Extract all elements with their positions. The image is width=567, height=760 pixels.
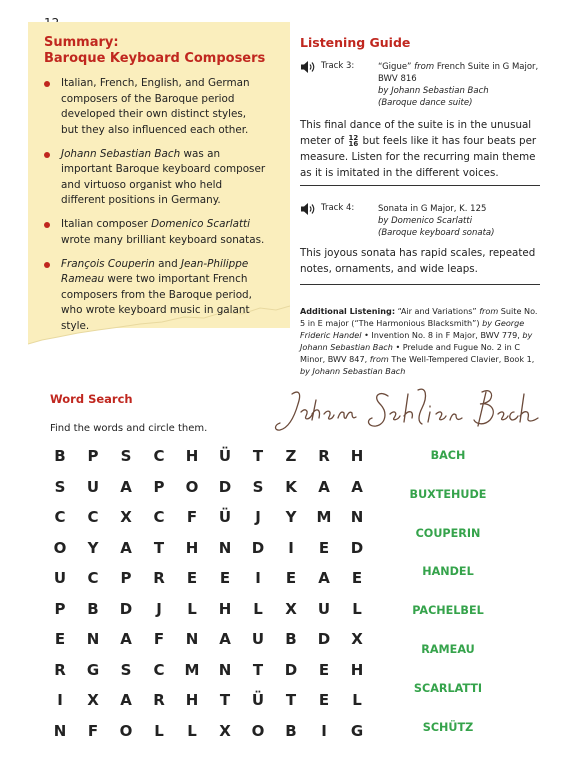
grid-letter[interactable]: E	[318, 691, 330, 709]
grid-letter[interactable]: F	[186, 508, 198, 526]
track-genre: (Baroque dance suite)	[378, 98, 473, 108]
grid-letter[interactable]: T	[153, 538, 165, 557]
summary-title	[44, 35, 274, 67]
grid-letter[interactable]: H	[218, 599, 232, 618]
track-4-description: This joyous sonata has rapid scales, repeated notes, ornaments, and wide leaps.	[300, 247, 536, 275]
word-search-instructions: Find the words and circle them.	[50, 423, 208, 434]
grid-letter[interactable]: B	[54, 447, 66, 465]
speaker-icon	[300, 202, 316, 216]
grid-letter[interactable]: I	[57, 691, 63, 709]
grid-letter[interactable]: R	[54, 660, 66, 679]
grid-letter[interactable]: G	[86, 660, 100, 679]
grid-letter[interactable]: L	[187, 721, 197, 740]
grid-letter[interactable]: N	[86, 630, 100, 648]
grid-letter[interactable]: C	[54, 508, 66, 526]
summary-title-line1: Summary:	[44, 35, 119, 50]
track-title: “Gigue” from French Suite in G Major,	[378, 62, 539, 72]
grid-letter[interactable]: C	[153, 660, 165, 679]
grid-letter[interactable]: H	[350, 447, 364, 465]
grid-letter[interactable]: E	[318, 538, 330, 557]
grid-letter[interactable]: M	[316, 508, 332, 526]
summary-text: were two important French composers from the Baroque period, who wrote keyboard music in galant style.	[61, 273, 252, 332]
grid-letter[interactable]: U	[53, 569, 67, 587]
track-3	[300, 60, 550, 110]
track-4	[300, 202, 550, 242]
bullet-icon	[44, 262, 50, 268]
grid-letter[interactable]: B	[87, 599, 99, 618]
grid-letter[interactable]: D	[119, 599, 133, 618]
summary-text: Italian, French, English, and German composers of the Baroque period developed their own distinct styles, but they also influenced each other.	[61, 77, 250, 136]
grid-letter[interactable]: P	[87, 447, 99, 465]
track-composer: by Johann Sebastian Bach	[378, 86, 489, 96]
word-list-item: RAMEAU	[421, 643, 475, 656]
grid-letter[interactable]: T	[285, 691, 297, 709]
word-list-item: HANDEL	[422, 565, 474, 579]
composer-name: Johann Sebastian Bach	[61, 147, 181, 160]
word-list-item: SCHÜTZ	[422, 720, 474, 734]
grid-letter[interactable]: C	[153, 447, 165, 465]
grid-letter[interactable]: O	[185, 477, 199, 496]
grid-letter[interactable]: D	[317, 630, 331, 648]
time-signature: 12 16	[348, 133, 359, 148]
grid-letter[interactable]: X	[120, 508, 132, 526]
grid-letter[interactable]: N	[185, 630, 199, 648]
grid-letter[interactable]: N	[218, 660, 232, 679]
grid-letter[interactable]: C	[87, 569, 99, 587]
grid-letter[interactable]: E	[351, 569, 363, 587]
grid-letter[interactable]: C	[87, 508, 99, 526]
grid-letter[interactable]: S	[120, 660, 132, 679]
grid-letter[interactable]: U	[251, 630, 265, 648]
grid-letter[interactable]: H	[185, 447, 199, 465]
grid-letter[interactable]: D	[251, 538, 265, 557]
grid-letter[interactable]: N	[218, 538, 232, 557]
grid-letter[interactable]: Y	[87, 538, 99, 557]
grid-letter[interactable]: A	[120, 691, 132, 709]
grid-letter[interactable]: B	[285, 630, 297, 648]
word-list-item: BACH	[430, 449, 466, 462]
word-search-title: Word Search	[50, 392, 133, 406]
grid-letter[interactable]: U	[86, 477, 100, 496]
composer-name: Jean-Philippe Rameau	[61, 257, 249, 285]
grid-letter[interactable]: L	[154, 721, 164, 740]
grid-letter[interactable]: S	[252, 477, 264, 496]
grid-letter[interactable]: A	[219, 630, 231, 648]
grid-letter[interactable]: A	[351, 477, 363, 496]
word-list-item: COUPERIN	[415, 526, 481, 540]
word-list-item: SCARLATTI	[413, 681, 483, 695]
grid-letter[interactable]: N	[53, 721, 67, 740]
grid-letter[interactable]: E	[219, 569, 231, 587]
grid-letter[interactable]: I	[288, 538, 294, 557]
grid-letter[interactable]: L	[352, 691, 362, 709]
grid-letter[interactable]: H	[185, 538, 199, 557]
track-composer: by Domenico Scarlatti	[378, 216, 473, 226]
grid-letter[interactable]: E	[285, 569, 297, 587]
grid-letter[interactable]: F	[153, 630, 165, 648]
speaker-icon	[300, 60, 316, 74]
summary-item	[44, 217, 266, 248]
grid-letter[interactable]: I	[255, 569, 261, 587]
grid-letter[interactable]: L	[352, 599, 362, 618]
summary-text: and	[154, 257, 181, 270]
composer-name: François Couperin	[61, 257, 155, 270]
summary-item	[44, 257, 266, 335]
track-genre: (Baroque keyboard sonata)	[378, 228, 495, 238]
grid-letter[interactable]: K	[285, 477, 297, 496]
grid-letter[interactable]: H	[350, 660, 364, 679]
grid-letter[interactable]: S	[120, 447, 132, 465]
grid-letter[interactable]: O	[251, 721, 265, 740]
summary-title-line2: Baroque Keyboard Composers	[44, 51, 266, 66]
grid-letter[interactable]: Ü	[251, 691, 265, 709]
grid-letter[interactable]: E	[186, 569, 198, 587]
bullet-icon	[44, 222, 50, 228]
grid-letter[interactable]: Y	[285, 508, 297, 526]
divider	[300, 284, 540, 285]
additional-listening: Additional Listening: “Air and Variations” from Suite No. 5 in E major (“The Harmonious Blacksmith”) by George Frideric Handel • Invention No. 8 in F Major, BWV 779, by Johann Sebastian Bach • Prelude and Fugue No. 2 in C Minor, BWV 847, from The Well-Tempered Clavier, Book 1, by Johann Sebastian Bach	[300, 306, 538, 376]
grid-letter[interactable]: Z	[285, 447, 297, 465]
composer-name: Domenico Scarlatti	[151, 218, 251, 230]
summary-item	[44, 147, 266, 209]
grid-letter[interactable]: L	[253, 599, 263, 618]
grid-letter[interactable]: O	[53, 538, 67, 557]
track-info	[378, 203, 553, 239]
word-list-item: BUXTEHUDE	[409, 487, 487, 501]
grid-letter[interactable]: F	[87, 721, 99, 740]
grid-letter[interactable]: P	[120, 569, 132, 587]
grid-letter[interactable]: Ü	[218, 447, 232, 465]
grid-letter[interactable]: E	[318, 660, 330, 679]
grid-letter[interactable]: T	[252, 660, 264, 679]
summary-item	[44, 76, 266, 138]
track-label: Track 4:	[321, 203, 355, 213]
grid-letter[interactable]: M	[184, 660, 200, 679]
track-label: Track 3:	[321, 61, 355, 71]
grid-letter[interactable]: Ü	[218, 508, 232, 526]
grid-letter[interactable]: R	[153, 691, 165, 709]
grid-letter[interactable]: U	[317, 599, 331, 618]
grid-letter[interactable]: A	[318, 569, 330, 587]
grid-letter[interactable]: A	[120, 538, 132, 557]
grid-letter[interactable]: N	[350, 508, 364, 526]
grid-letter[interactable]: P	[54, 599, 66, 618]
grid-letter[interactable]: L	[187, 599, 197, 618]
grid-letter[interactable]: A	[318, 477, 330, 496]
listening-guide-title: Listening Guide	[300, 35, 411, 50]
divider	[300, 185, 540, 186]
track-catalog: BWV 816	[378, 74, 417, 84]
grid-letter[interactable]: I	[321, 721, 327, 740]
bach-signature-image	[268, 382, 546, 440]
grid-letter[interactable]: B	[285, 721, 297, 740]
grid-letter[interactable]: G	[350, 721, 364, 740]
grid-letter[interactable]: A	[120, 477, 132, 496]
bullet-icon	[44, 81, 50, 87]
grid-letter[interactable]: A	[120, 630, 132, 648]
summary-text: was an important Baroque keyboard composer and virtuoso organist who held different positions in Germany.	[61, 147, 266, 206]
grid-letter[interactable]: O	[119, 721, 133, 740]
summary-list	[44, 76, 266, 343]
grid-letter[interactable]: T	[219, 691, 231, 709]
grid-letter[interactable]: X	[285, 599, 297, 618]
grid-letter[interactable]: X	[351, 630, 363, 648]
grid-letter[interactable]: D	[218, 477, 232, 496]
summary-text: Italian composer	[61, 218, 152, 230]
grid-letter[interactable]: D	[350, 538, 364, 557]
grid-letter[interactable]: D	[284, 660, 298, 679]
grid-letter[interactable]: S	[54, 477, 66, 496]
grid-letter[interactable]: E	[54, 630, 66, 648]
word-list-item: PACHELBEL	[412, 604, 484, 618]
grid-letter[interactable]: C	[153, 508, 165, 526]
grid-letter[interactable]: R	[318, 447, 330, 465]
bullet-icon	[44, 152, 50, 158]
track-title: Sonata in G Major, K. 125	[378, 204, 487, 214]
grid-letter[interactable]: J	[255, 508, 261, 526]
grid-letter[interactable]: X	[87, 691, 99, 709]
grid-letter[interactable]: H	[185, 691, 199, 709]
track-info	[378, 61, 553, 109]
track-3-description: This final dance of the suite is in the unusual meter of 12 16 but feels like it has four beats per measure. Listen for the recurring main theme as it is imitated in the different voices.	[300, 119, 537, 179]
grid-letter[interactable]: P	[153, 477, 165, 496]
grid-letter[interactable]: J	[156, 599, 162, 618]
grid-letter[interactable]: X	[219, 721, 231, 740]
summary-text: wrote many brilliant keyboard sonatas.	[61, 233, 265, 246]
grid-letter[interactable]: T	[252, 447, 264, 465]
grid-letter[interactable]: R	[153, 569, 165, 587]
